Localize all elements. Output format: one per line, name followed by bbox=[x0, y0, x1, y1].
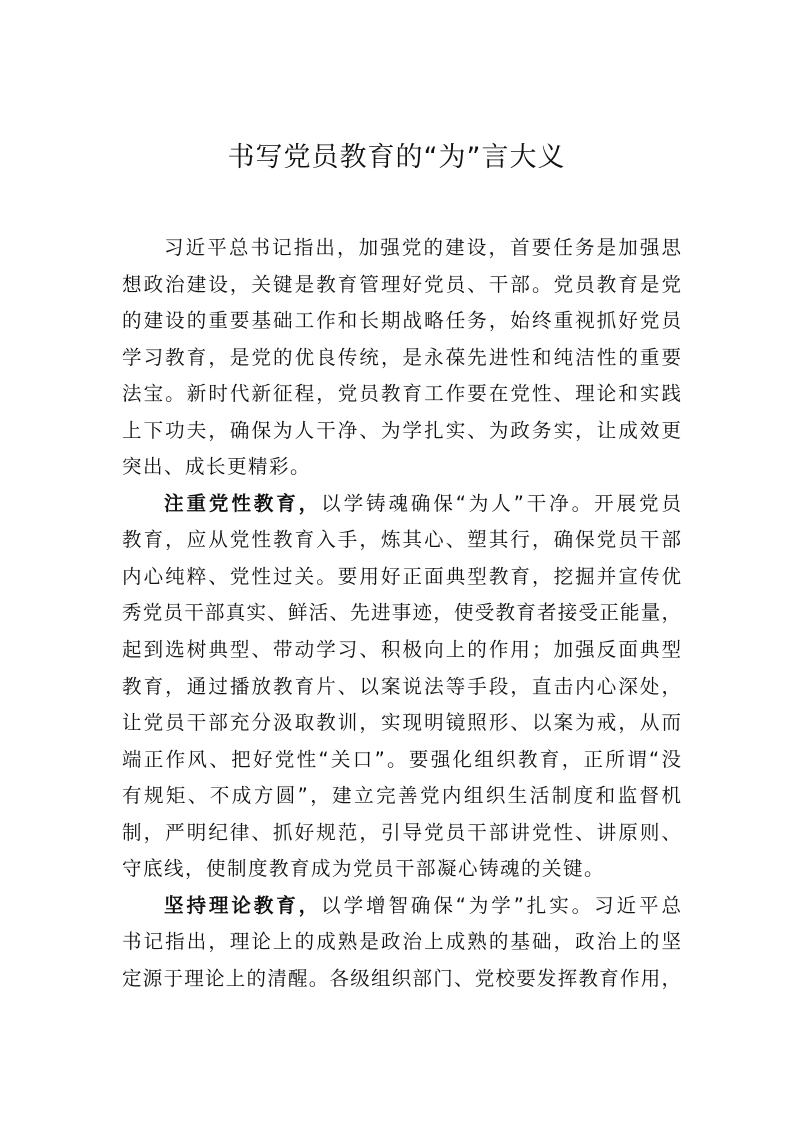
text-line bbox=[122, 413, 681, 450]
text-line bbox=[122, 961, 681, 998]
text-line bbox=[122, 267, 681, 304]
line-text: 书记指出，理论上的成熟是政治上成熟的基础，政治上的坚 bbox=[122, 930, 681, 954]
text-line bbox=[122, 632, 681, 669]
line-text: 有规矩、不成方圆”，建立完善党内组织生活制度和监督机 bbox=[122, 784, 681, 808]
line-text: 以学增智确保“为学”扎实。习近平总 bbox=[321, 893, 681, 917]
line-text: 秀党员干部真实、鲜活、先进事迹，使受教育者接受正能量， bbox=[122, 601, 681, 625]
line-text: 端正作风、把好党性“关口”。要强化组织教育，正所谓“没 bbox=[122, 747, 681, 771]
line-text: 突出、成长更精彩。 bbox=[122, 455, 312, 479]
text-line bbox=[122, 888, 681, 925]
line-text: 起到选树典型、带动学习、积极向上的作用；加强反面典型 bbox=[122, 638, 681, 662]
text-line bbox=[122, 778, 681, 815]
section-heading: 注重党性教育， bbox=[164, 491, 322, 515]
text-line bbox=[122, 522, 681, 559]
text-line bbox=[122, 705, 681, 742]
line-text: 学习教育，是党的优良传统，是永葆先进性和纯洁性的重要 bbox=[122, 345, 681, 369]
text-line bbox=[122, 815, 681, 852]
text-line bbox=[122, 595, 681, 632]
line-text: 制，严明纪律、抓好规范，引导党员干部讲党性、讲原则、 bbox=[122, 820, 681, 844]
line-text: 定源于理论上的清醒。各级组织部门、党校要发挥教育作用， bbox=[122, 966, 681, 990]
line-text: 以学铸魂确保“为人”干净。开展党员 bbox=[321, 491, 681, 515]
line-text: 内心纯粹、党性过关。要用好正面典型教育，挖掘并宣传优 bbox=[122, 564, 681, 588]
text-line bbox=[122, 230, 681, 267]
text-line bbox=[122, 340, 681, 377]
text-line bbox=[122, 742, 681, 779]
line-text: 教育，通过播放教育片、以案说法等手段，直击内心深处， bbox=[122, 674, 681, 698]
line-text: 上下功夫，确保为人干净、为学扎实、为政务实，让成效更 bbox=[122, 418, 681, 442]
section-heading: 坚持理论教育， bbox=[164, 893, 322, 917]
text-line bbox=[122, 924, 681, 961]
document-body bbox=[122, 230, 681, 997]
line-text: 让党员干部充分汲取教训，实现明镜照形、以案为戒，从而 bbox=[122, 711, 681, 735]
text-line bbox=[122, 303, 681, 340]
text-line bbox=[122, 486, 681, 523]
line-text: 习近平总书记指出，加强党的建设，首要任务是加强思 bbox=[164, 236, 681, 259]
line-text: 法宝。新时代新征程，党员教育工作要在党性、理论和实践 bbox=[122, 382, 681, 406]
text-line bbox=[122, 669, 681, 706]
line-text: 想政治建设，关键是教育管理好党员、干部。党员教育是党 bbox=[122, 272, 681, 296]
document-title: 书写党员教育的“为”言大义 bbox=[227, 142, 566, 173]
text-line bbox=[122, 449, 681, 486]
line-text: 的建设的重要基础工作和长期战略任务，始终重视抓好党员 bbox=[122, 309, 681, 333]
line-text: 守底线，使制度教育成为党员干部凝心铸魂的关键。 bbox=[122, 857, 606, 881]
text-line bbox=[122, 851, 681, 888]
line-text: 教育，应从党性教育入手，炼其心、塑其行，确保党员干部 bbox=[122, 528, 681, 552]
text-line bbox=[122, 559, 681, 596]
text-line bbox=[122, 376, 681, 413]
